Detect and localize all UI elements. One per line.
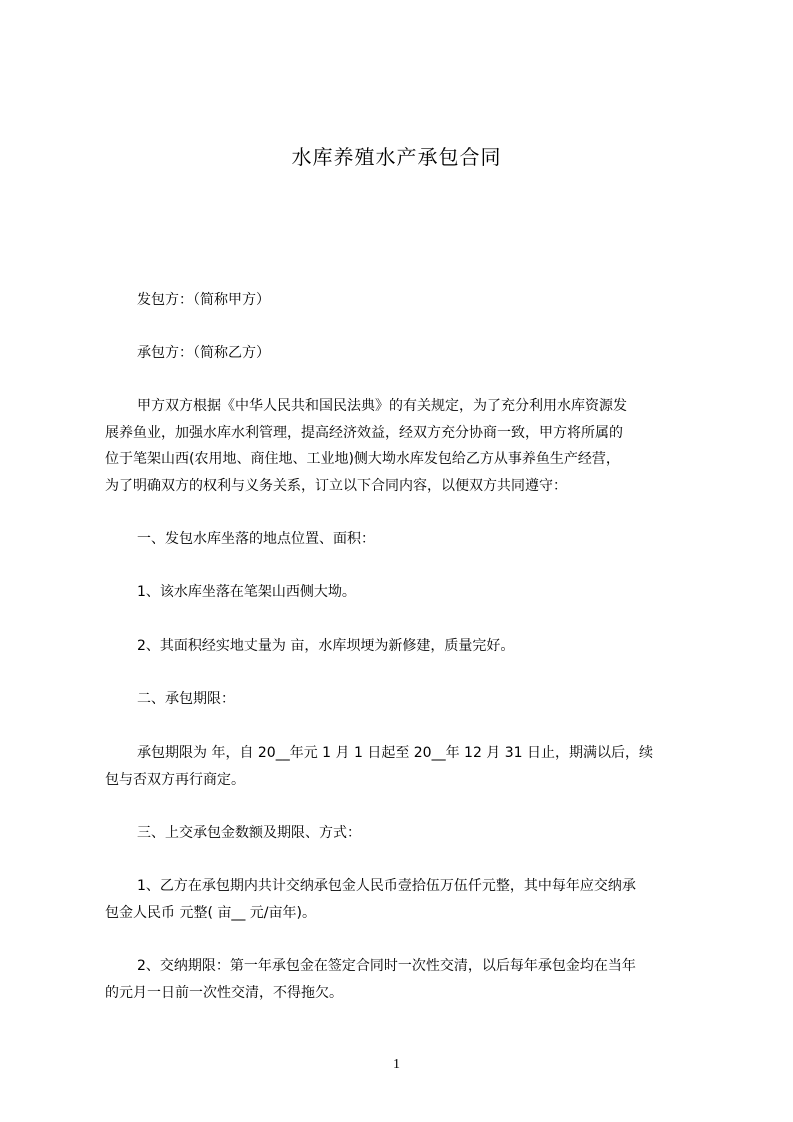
section-3-item-2 [105,953,705,1006]
preamble-line: 展养鱼业，加强水库水利管理，提高经济效益，经双方充分协商一致，甲方将所属的 [105,424,623,441]
section-3-item-2-line: 的元月一日前一次性交清，不得拖欠。 [105,984,343,1001]
section-1-item-1: 1、该水库坐落在笔架山西侧大坳。 [137,584,356,600]
preamble-paragraph [105,393,705,499]
preamble-line: 位于笔架山西(农用地、商住地、工业地)侧大坳水库发包给乙方从事养鱼生产经营， [105,451,620,467]
page-number: 1 [393,1057,400,1072]
section-1-item-2: 2、其面积经实地丈量为 亩，水库坝埂为新修建，质量完好。 [137,638,515,654]
section-3-item-1 [105,873,705,926]
page-title: 水库养殖水产承包合同 [291,145,502,169]
section-2-line: 承包期限为 年，自 20__年元 1 月 1 日起至 20__年 12 月 31 日止，期满以后，续 [137,745,654,761]
section-2-heading: 二、承包期限： [137,691,235,707]
section-1-heading: 一、发包水库坐落的地点位置、面积： [137,531,375,547]
party-b-line: 承包方：（简称乙方） [137,345,270,361]
section-3-item-1-line: 包金人民币 元整( 亩__ 元/亩年)。 [105,904,316,921]
party-a-line: 发包方：（简称甲方） [137,292,270,308]
section-3-item-2-line: 2、交纳期限：第一年承包金在签定合同时一次性交清，以后每年承包金均在当年 [137,958,636,974]
preamble-line: 为了明确双方的权利与义务关系，订立以下合同内容，以便双方共同遵守： [105,477,567,494]
section-3-item-1-line: 1、乙方在承包期内共计交纳承包金人民币壹拾伍万伍仟元整，其中每年应交纳承 [137,878,636,894]
preamble-line: 甲方双方根据《中华人民共和国民法典》的有关规定，为了充分利用水库资源发 [137,398,627,414]
section-2-paragraph [105,740,705,793]
section-2-line: 包与否双方再行商定。 [105,771,245,788]
section-3-heading: 三、上交承包金数额及期限、方式： [137,825,361,841]
